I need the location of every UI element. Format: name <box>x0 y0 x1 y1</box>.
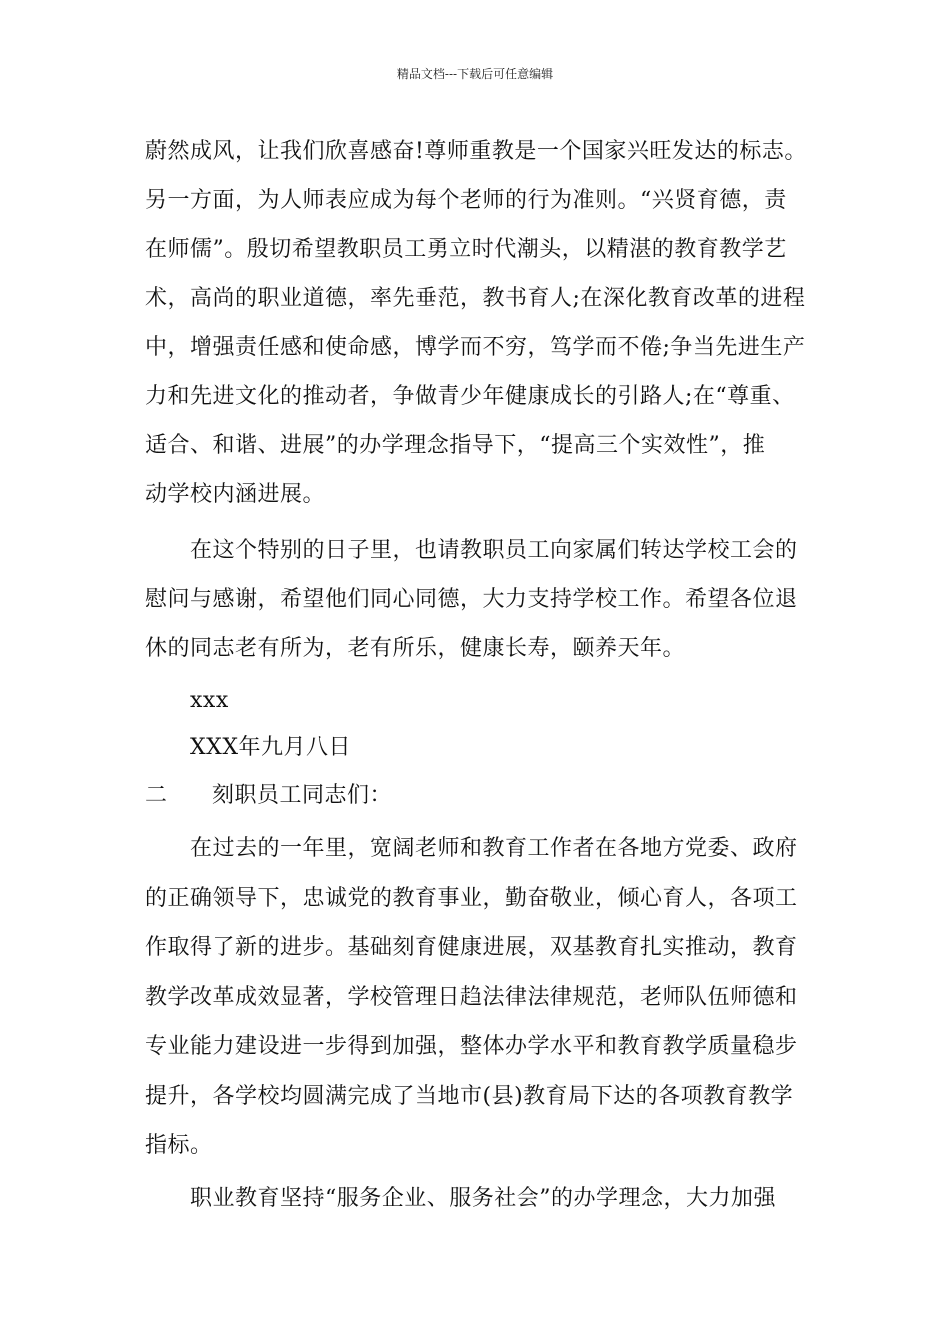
paragraph-first-line: 在过去的一年里，宽阔老师和教育工作者在各地方党委、政府 <box>190 836 798 861</box>
body-line: 专业能力建设进一步得到加强，整体办学水平和教育教学质量稳步 <box>145 1034 798 1059</box>
body-line: 蔚然成风，让我们欣喜感奋!尊师重教是一个国家兴旺发达的标志。 <box>145 139 807 164</box>
body-line: 适合、和谐、进展”的办学理念指导下，“提高三个实效性”，推 <box>145 433 766 458</box>
section-number: 二 <box>145 783 168 808</box>
body-line: 提升，各学校均圆满完成了当地市(县)教育局下达的各项教育教学 <box>145 1084 794 1109</box>
body-line: 力和先进文化的推动者，争做青少年健康成长的引路人;在“尊重、 <box>145 384 795 409</box>
body-line: 休的同志老有所为，老有所乐，健康长寿，颐养天年。 <box>145 636 686 661</box>
body-line: 教学改革成效显著，学校管理日趋法律法律规范，老师队伍师德和 <box>145 985 798 1010</box>
signature-name: xxx <box>190 688 229 713</box>
body-line: 动学校内涵进展。 <box>145 482 326 507</box>
body-line: 的正确领导下，忠诚党的教育事业，勤奋敬业，倾心育人，各项工 <box>145 886 798 911</box>
body-line: 指标。 <box>145 1133 213 1158</box>
body-line: 在师儒”。殷切希望教职员工勇立时代潮头，以精湛的教育教学艺 <box>145 237 787 262</box>
paragraph-first-line: 在这个特别的日子里，也请教职员工向家属们转达学校工会的 <box>190 538 798 563</box>
signature-date: XXX年九月八日 <box>190 735 351 760</box>
paragraph-first-line: 职业教育坚持“服务企业、服务社会”的办学理念，大力加强 <box>190 1186 776 1211</box>
body-line: 另一方面，为人师表应成为每个老师的行为准则。“兴贤育德，责 <box>145 188 787 213</box>
page-header: 精品文档---下载后可任意编辑 <box>396 67 554 81</box>
body-line: 中，增强责任感和使命感，博学而不穷，笃学而不倦;争当先进生产 <box>145 335 806 360</box>
section-title: 刻职员工同志们： <box>212 783 393 808</box>
body-line: 术，高尚的职业道德，率先垂范，教书育人;在深化教育改革的进程 <box>145 286 806 311</box>
body-line: 作取得了新的进步。基础刻育健康进展，双基教育扎实推动，教育 <box>145 935 798 960</box>
body-line: 慰问与感谢，希望他们同心同德，大力支持学校工作。希望各位退 <box>145 587 798 612</box>
